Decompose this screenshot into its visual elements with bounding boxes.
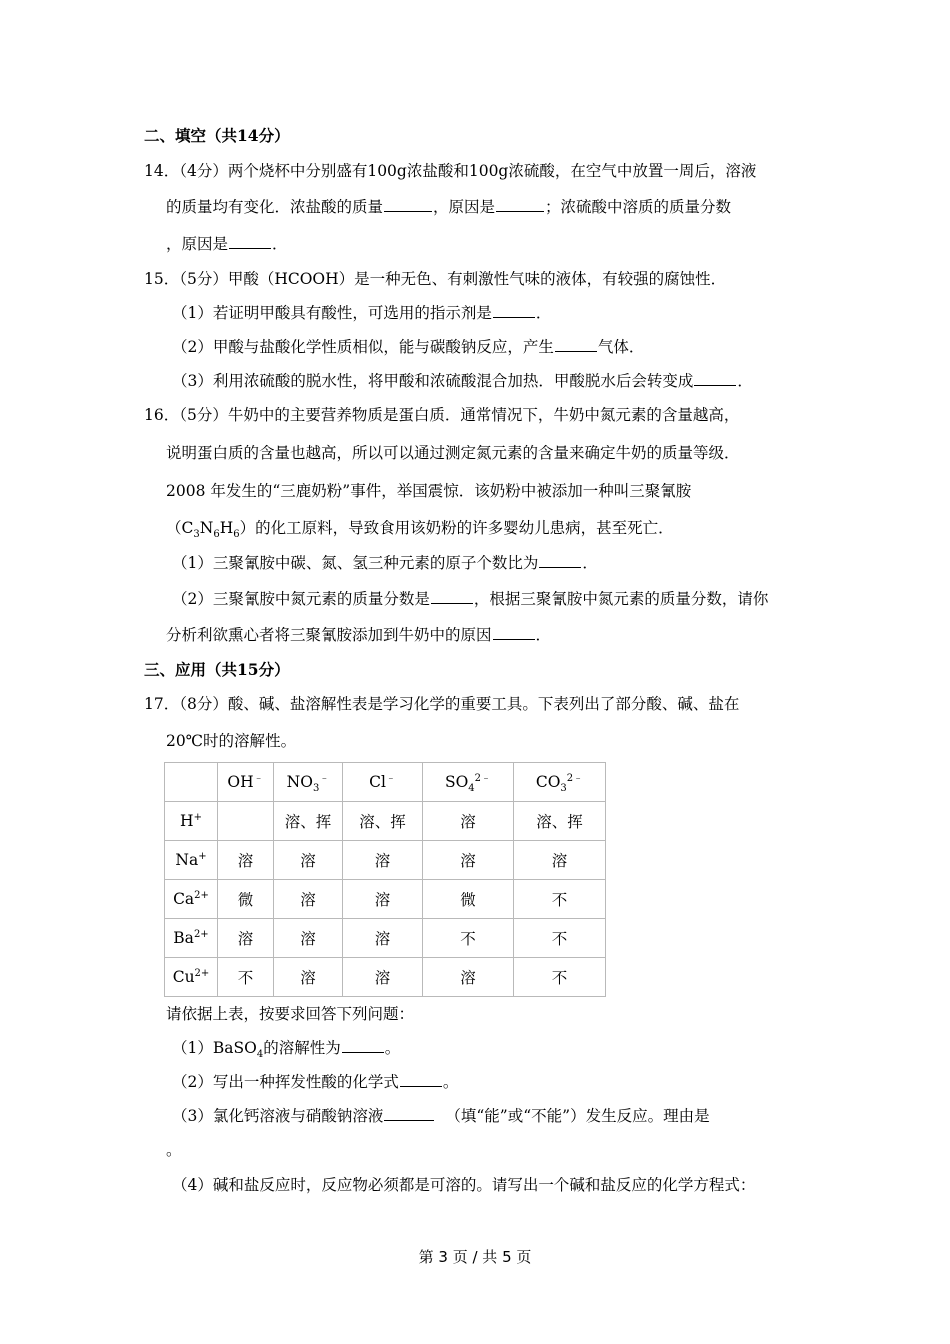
table-cell: 溶 <box>274 880 343 919</box>
question-17-part: 。 <box>166 1141 182 1159</box>
answer-blank[interactable] <box>400 1072 442 1087</box>
answer-blank[interactable] <box>384 197 432 212</box>
table-corner-cell <box>165 763 218 802</box>
question-15-line: 15．（5分）甲酸（HCOOH）是一种无色、有刺激性气味的液体，有较强的腐蚀性． <box>144 270 727 288</box>
cation-cell: $Cu^{2+}$ <box>165 958 218 997</box>
question-17-line: 20℃时的溶解性。 <box>166 732 297 750</box>
table-cell: 不 <box>423 919 514 958</box>
table-cell: 溶、挥 <box>514 802 606 841</box>
answer-blank[interactable] <box>694 371 736 386</box>
table-cell: 不 <box>514 958 606 997</box>
table-row <box>165 958 606 997</box>
anion-header: $SO_4^{2﹣}$ <box>423 763 514 802</box>
table-cell: 不 <box>218 958 274 997</box>
table-cell: 不 <box>514 880 606 919</box>
question-15-part: （3）利用浓硫酸的脱水性，将甲酸和浓硫酸混合加热．甲酸脱水后会转变成 ． <box>172 372 753 390</box>
table-cell: 溶 <box>218 841 274 880</box>
table-row <box>165 880 606 919</box>
answer-blank[interactable] <box>431 589 473 604</box>
question-16-line: 说明蛋白质的含量也越高，所以可以通过测定氮元素的含量来确定牛奶的质量等级． <box>166 444 740 462</box>
table-cell: 溶 <box>343 880 423 919</box>
cation-cell: Na+ <box>165 841 218 880</box>
question-14-line: 14．（4分）两个烧杯中分别盛有100g浓盐酸和100g浓硫酸，在空气中放置一周后，溶液 <box>144 162 757 180</box>
answer-blank[interactable] <box>493 303 535 318</box>
question-17-part: （4）碱和盐反应时，反应物必须都是可溶的。请写出一个碱和盐反应的化学方程式： <box>172 1176 756 1194</box>
table-row <box>165 802 606 841</box>
question-16-part: （1）三聚氰胺中碳、氮、氢三种元素的原子个数比为 ． <box>172 554 598 572</box>
table-cell: 溶、挥 <box>274 802 343 841</box>
answer-blank[interactable] <box>384 1106 434 1121</box>
anion-header: $CO_3^{2﹣}$ <box>514 763 606 802</box>
question-16-part: 分析利欲熏心者将三聚氰胺添加到牛奶中的原因 ． <box>166 626 552 644</box>
table-cell: 微 <box>218 880 274 919</box>
section-title: 三、应用（共15分） <box>144 660 290 679</box>
table-cell: 溶 <box>274 919 343 958</box>
question-16-line: 16．（5分）牛奶中的主要营养物质是蛋白质．通常情况下，牛奶中氮元素的含量越高， <box>144 406 740 424</box>
table-header-row <box>165 763 606 802</box>
table-cell: 溶 <box>343 919 423 958</box>
melamine-formula: $(C_3N_6H_6)$ <box>166 519 256 541</box>
question-17-line: 17．（8分）酸、碱、盐溶解性表是学习化学的重要工具。下表列出了部分酸、碱、盐在 <box>144 695 740 713</box>
cation-cell: $Ba^{2+}$ <box>165 919 218 958</box>
answer-blank[interactable] <box>555 337 597 352</box>
section-title: 二、填空（共14分） <box>144 126 290 145</box>
question-16-line: $(C_3N_6H_6)$的化工原料，导致食用该奶粉的许多婴幼儿患病，甚至死亡． <box>166 519 674 541</box>
answer-blank[interactable] <box>229 234 271 249</box>
cation-cell: $Ca^{2+}$ <box>165 880 218 919</box>
table-row <box>165 919 606 958</box>
solubility-table <box>164 762 606 997</box>
table-cell: 溶 <box>343 841 423 880</box>
table-cell: 溶 <box>423 958 514 997</box>
anion-header: Cl﹣ <box>343 763 423 802</box>
question-16-part: （2）三聚氰胺中氮元素的质量分数是 ，根据三聚氰胺中氮元素的质量分数，请你 <box>172 590 769 608</box>
question-17-part: （2）写出一种挥发性酸的化学式 。 <box>172 1073 459 1091</box>
question-15-part: （1）若证明甲酸具有酸性，可选用的指示剂是 ． <box>172 304 552 322</box>
table-cell: 溶 <box>343 958 423 997</box>
question-17-part: （3）氯化钙溶液与硝酸钠溶液 （填“能”或“不能”）发生反应。理由是 <box>172 1107 710 1125</box>
question-15-part: （2）甲酸与盐酸化学性质相似，能与碳酸钠反应，产生 气体． <box>172 338 645 356</box>
answer-blank[interactable] <box>342 1038 384 1053</box>
answer-blank[interactable] <box>539 553 581 568</box>
page-footer: 第 3 页 / 共 5 页 <box>418 1248 532 1266</box>
question-14-line: 的质量均有变化．浓盐酸的质量 ，原因是 ；浓硫酸中溶质的质量分数 <box>166 198 732 216</box>
table-cell: 溶 <box>514 841 606 880</box>
table-row <box>165 841 606 880</box>
table-cell: 溶 <box>423 841 514 880</box>
anion-header: OH﹣ <box>218 763 274 802</box>
table-cell: 微 <box>423 880 514 919</box>
answer-blank[interactable] <box>493 625 535 640</box>
table-cell: 溶 <box>218 919 274 958</box>
answer-blank[interactable] <box>496 197 544 212</box>
cation-cell: H+ <box>165 802 218 841</box>
question-17-line: 请依据上表，按要求回答下列问题： <box>166 1005 415 1023</box>
table-cell: 溶 <box>274 841 343 880</box>
anion-header: $NO_3^﹣$ <box>274 763 343 802</box>
table-cell: 溶 <box>423 802 514 841</box>
question-14-line: ，原因是 ． <box>166 235 288 253</box>
table-cell <box>218 802 274 841</box>
table-cell: 溶 <box>274 958 343 997</box>
question-17-part: （1）BaSO$_4$的溶解性为 。 <box>172 1039 401 1061</box>
table-cell: 溶、挥 <box>343 802 423 841</box>
table-cell: 不 <box>514 919 606 958</box>
question-16-line: 2008 年发生的“三鹿奶粉”事件，举国震惊．该奶粉中被添加一种叫三聚氰胺 <box>166 482 692 500</box>
